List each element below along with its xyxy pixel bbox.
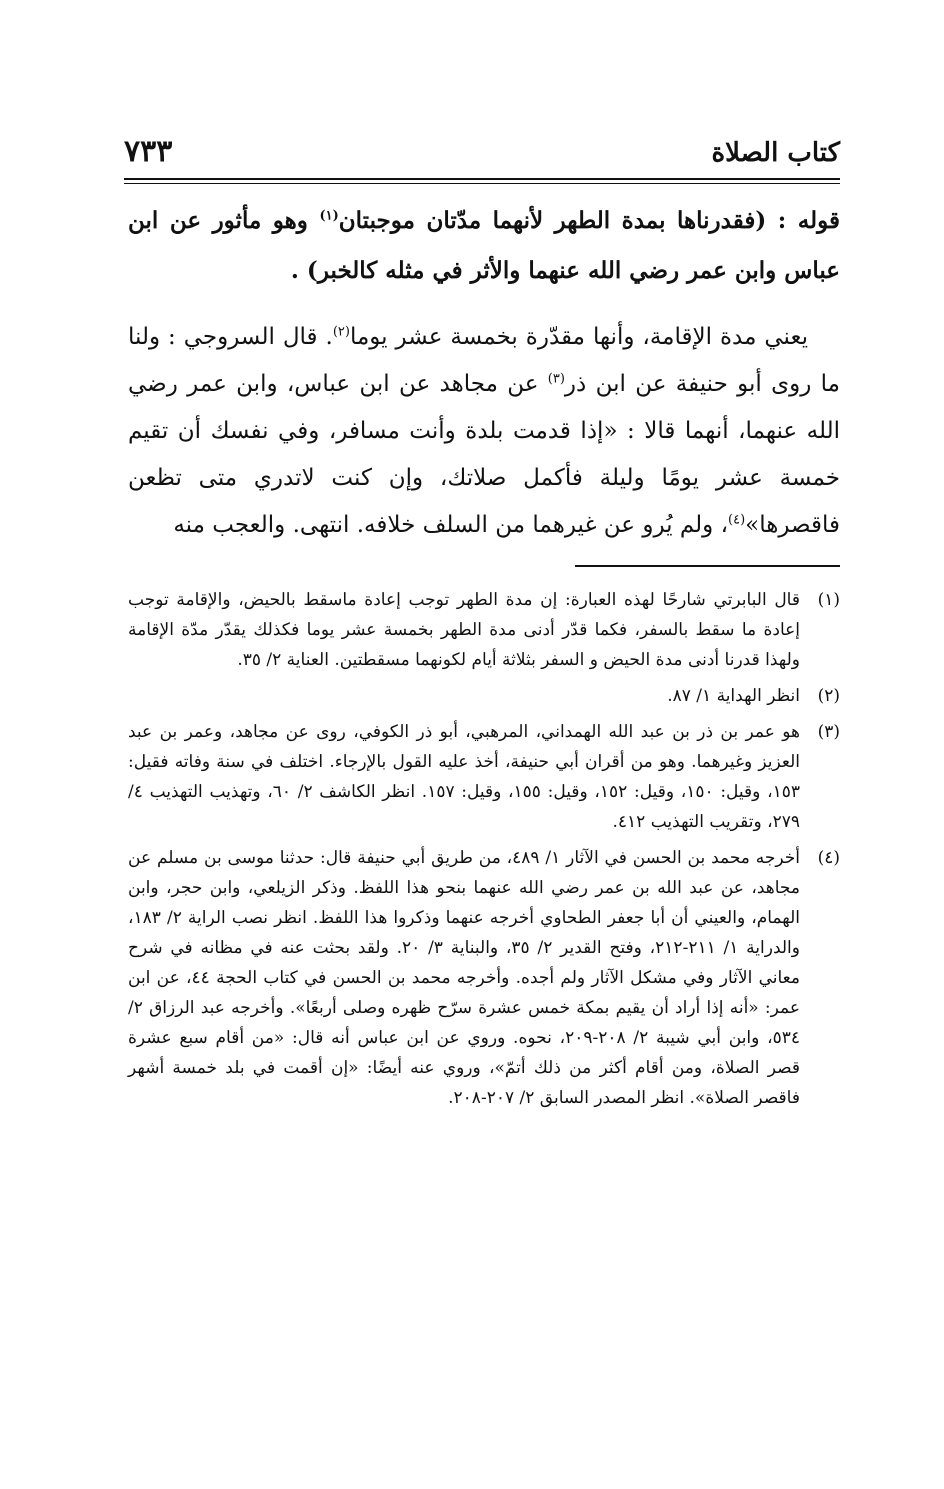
header-rule-thin <box>124 183 840 184</box>
footnote-ref-1: (١) <box>319 208 339 224</box>
commentary-text-c: عن مجاهد عن ابن عباس، وابن عمر رضي الله عنهما، أنهما قالا : «إذا قدمت بلدة وأنت مسافر، وفي نفسك أن تقيم خمسة عشر يومًا وليلة فأكمل صلاتك، وإن كنت لاتدري متى تظعن فاقصرها» <box>128 371 840 538</box>
footnotes <box>128 585 840 1119</box>
footnote <box>128 681 840 711</box>
footnote <box>128 585 840 675</box>
quote-text-b: وهو مأثور عن ابن عباس وابن عمر رضي الله عنهما والأثر في مثله كالخبر) . <box>128 207 840 284</box>
commentary-text-d: ، ولم يُرو عن غيرهما من السلف خلافه. انتهى. والعجب منه <box>173 512 729 538</box>
header-rule <box>124 178 840 180</box>
footnote-number: (٢) <box>817 686 840 706</box>
footnote-number: (١) <box>817 590 840 610</box>
commentary-paragraph <box>128 314 840 549</box>
quote-text-a: قوله : (فقدرناها بمدة الطهر لأنهما مدّتان موجبتان <box>338 207 840 234</box>
quoted-passage <box>128 196 840 296</box>
footnote-text: انظر الهداية ١/ ٨٧. <box>667 686 800 706</box>
footnote-text: قال البابرتي شارحًا لهذه العبارة: إن مدة الطهر توجب إعادة ماسقط بالحيض، والإقامة توجب إعادة ما سقط بالسفر، فكما قدّر أدنى مدة الطهر بخمسة عشر يوما فكذلك يقدّر مدّة الإقامة ولهذا قدرنا أدنى مدة الحيض و السفر بثلاثة أيام لكونهما مسقطتين. العناية ٢/ ٣٥. <box>128 590 800 670</box>
footnote <box>128 717 840 837</box>
commentary-text-b: . قال السروجي : ولنا ما روى أبو حنيفة عن ابن ذر <box>128 324 840 397</box>
main-text <box>128 196 840 549</box>
footnote-ref-2: (٢) <box>332 324 350 340</box>
footnote-ref-4: (٤) <box>728 512 746 528</box>
footnote-number: (٤) <box>817 848 840 868</box>
footnote-text: أخرجه محمد بن الحسن في الآثار ١/ ٤٨٩، من طريق أبي حنيفة قال: حدثنا موسى بن مسلم عن مجاهد، عن عبد الله بن عمر رضي الله عنهما بنحو هذا اللفظ. وذكر الزيلعي، وابن حجر، وابن الهمام، والعيني أن أبا جعفر الطحاوي أخرجه عنهما وذكروا هذا اللفظ. انظر نصب الراية ٢/ ١٨٣، والدراية ١/ ٢١١-٢١٢، وفتح القدير ٢/ ٣٥، والبناية ٣/ ٢٠. ولقد بحثت عنه في مظانه في شرح معاني الآثار وفي مشكل الآثار ولم أجده. وأخرجه محمد بن الحسن في كتاب الحجة ٤٤، عن ابن عمر: «أنه إذا أراد أن يقيم بمكة خمس عشرة سرّح ظهره وصلى أربعًا». وأخرجه عبد الرزاق ٢/ ٥٣٤، وابن أبي شيبة ٢/ ٢٠٨-٢٠٩، نحوه. وروي عن ابن عباس أنه قال: «من أقام سبع عشرة قصر الصلاة، ومن أقام أكثر من ذلك أتمّ»، وروي عنه أيضًا: «إن أقمت في بلد خمسة أشهر فاقصر الصلاة». انظر المصدر السابق ٢/ ٢٠٧-٢٠٨. <box>128 848 801 1108</box>
footnote-separator <box>575 565 840 567</box>
footnote-text: هو عمر بن ذر بن عبد الله الهمداني، المرهبي، أبو ذر الكوفي، روى عن مجاهد، وعمر بن عبد العزيز وغيرهما. وهو من أقران أبي حنيفة، أخذ عليه القول بالإرجاء. اختلف في سنة وفاته فقيل: ١٥٣، وقيل: ١٥٠، وقيل: ١٥٢، وقيل: ١٥٥، وقيل: ١٥٧. انظر الكاشف ٢/ ٦٠، وتهذيب التهذيب ٤/ ٢٧٩، وتقريب التهذيب ٤١٢. <box>128 722 800 832</box>
footnote-number: (٣) <box>817 722 840 742</box>
footnote <box>128 843 840 1113</box>
running-header <box>124 134 840 174</box>
footnote-ref-3: (٣) <box>547 371 565 387</box>
book-title: كتاب الصلاة <box>711 138 840 168</box>
page-number: ٧٣٣ <box>124 134 173 169</box>
commentary-text-a: يعني مدة الإقامة، وأنها مقدّرة بخمسة عشر يوما <box>349 324 808 350</box>
